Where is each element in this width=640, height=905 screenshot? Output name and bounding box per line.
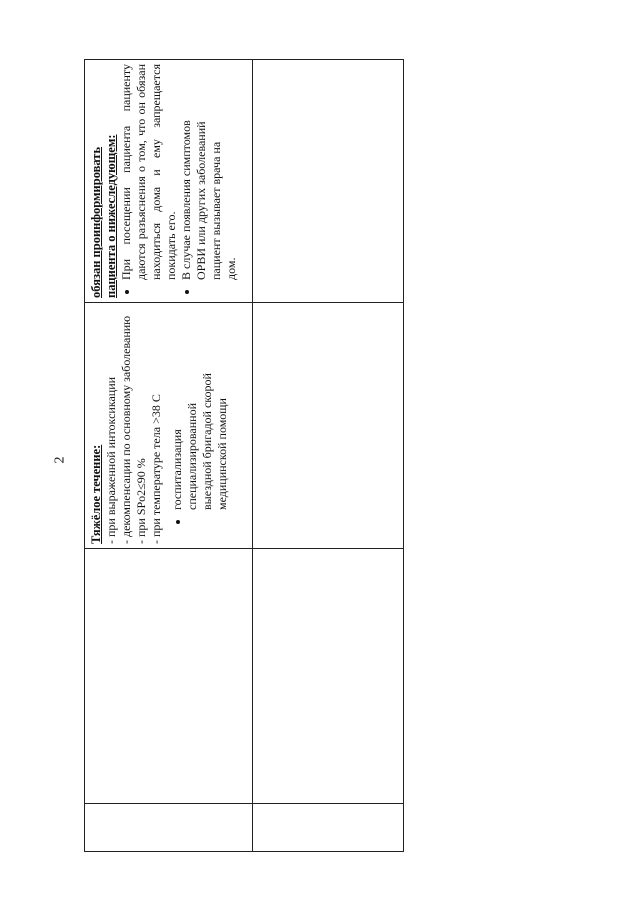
- severe-criterion: - декомпенсации по основному заболеванию: [119, 315, 133, 544]
- hospitalization-action: • госпитализация специализированной выездной бригадой скорой медицинской помощи: [170, 360, 230, 510]
- severe-criterion: - при температуре тела >38 С: [149, 394, 163, 544]
- inform-heading-line1: обязан проинформировать: [89, 146, 103, 298]
- inform-heading-line2: пациента о нижеследующем:: [104, 134, 118, 298]
- severe-course-cell: [85, 303, 404, 549]
- page-number: 2: [52, 456, 68, 464]
- inform-patient-block: [85, 60, 253, 302]
- table-cell-2: [85, 549, 404, 804]
- severe-criterion: - при выраженной интоксикации: [104, 376, 118, 544]
- protocol-table: [84, 59, 404, 852]
- rotated-table-page: [84, 60, 404, 852]
- table-cell-1: [85, 804, 404, 852]
- severe-course-heading: Тяжёлое течение:: [89, 444, 103, 544]
- inform-bullet: • В случае появления симптомов ОРВИ или других заболеваний пациент вызывает врача на дом.: [179, 120, 239, 280]
- severe-course-block: [85, 303, 253, 548]
- table-row: [85, 60, 404, 852]
- inform-bullet: • При посещении пациента пациенту даются разъяснения о том, что он обязан находиться дома и ему запрещается покидать его.: [119, 64, 179, 280]
- severe-criterion: - при SPo2≤90 %: [134, 458, 148, 544]
- inform-patient-cell: [85, 60, 404, 303]
